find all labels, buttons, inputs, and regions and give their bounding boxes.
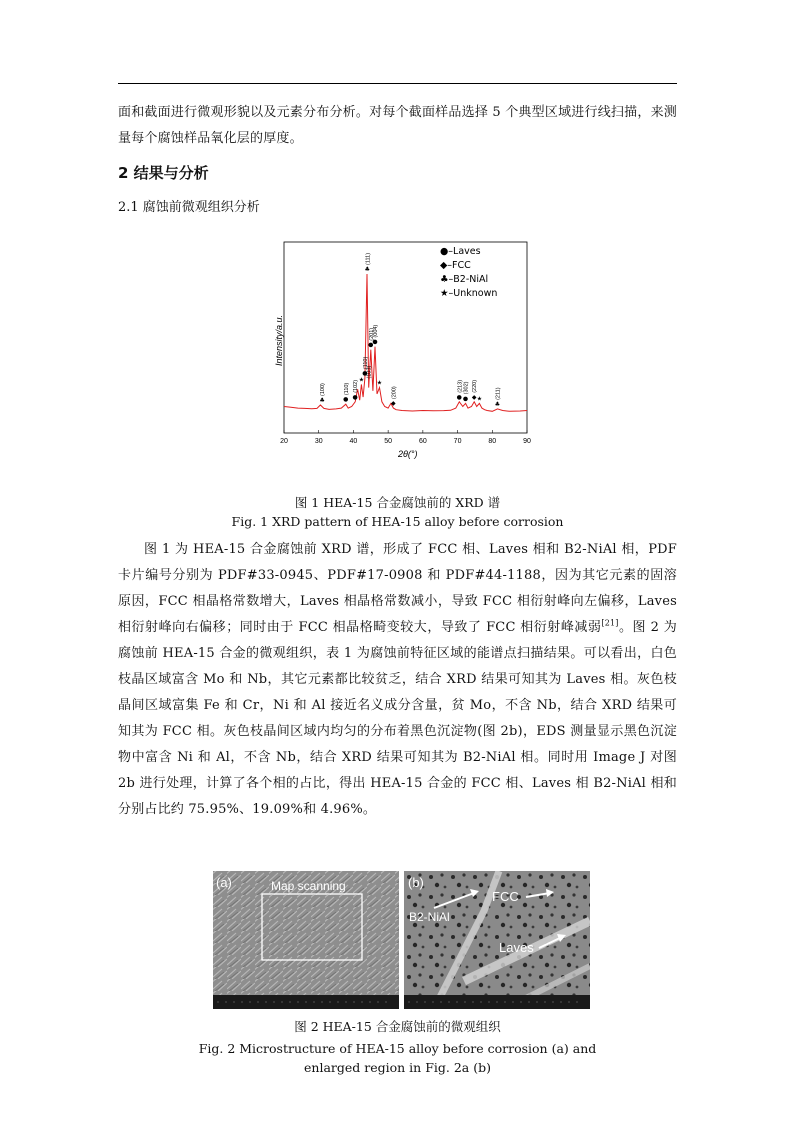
peak-label: (200) [391, 386, 398, 400]
micrograph-b-image [404, 871, 590, 1009]
legend-entry: ★–Unknown [440, 288, 498, 299]
peak-label: (110) [343, 382, 350, 396]
x-tick-label: 40 [349, 438, 358, 445]
peak-marker: ★ [476, 395, 483, 403]
y-axis-label: Intensity/a.u. [274, 314, 284, 366]
header-rule [118, 83, 677, 84]
peak-marker: ● [352, 393, 358, 401]
peak-marker: ● [372, 338, 378, 346]
peak-marker: ★ [376, 379, 383, 387]
peak-label: (201) [368, 327, 375, 341]
peak-label: (111) [365, 252, 372, 265]
peak-label: (110) [362, 356, 369, 370]
fig1-caption-cn: 图 1 HEA-15 合金腐蚀前的 XRD 谱 [294, 495, 501, 510]
x-tick-label: 80 [488, 438, 497, 445]
x-tick-label: 60 [418, 438, 427, 445]
peak-label: (102) [353, 379, 360, 393]
micrograph-b [404, 871, 590, 1009]
peak-label: (220) [472, 379, 479, 393]
peak-marker: ● [462, 395, 469, 403]
xrd-chart-svg [262, 234, 542, 466]
xrd-chart [262, 234, 542, 466]
panel-b-label: (b) [408, 875, 424, 890]
paragraph-2-text-b: 。图 2 为腐蚀前 HEA-15 合金的微观组织，表 1 为腐蚀前特征区域的能谱点扫描结果。可以看出，白色枝晶区域富含 Mo 和 Nb，其它元素都比较贫乏，结合 XRD 结果可知其为 Laves 相。灰色枝晶间区域富集 Fe 和 Cr，Ni 和 Al 接近名义成分含量，贫 Mo，不含 Nb，结合 XRD 结果可知其为 FCC 相。灰色枝晶间区域内均匀的分布着黑色沉淀物(图 2b)，EDS 测量显示黑色沉淀物中富含 Ni 和 Al，不含 Nb，结合 XRD 结果可知其为 B2-NiAl 相。同时用 Image J 对图 2b 进行处理，计算了各个相的占比，得出 HEA-15 合金的 FCC 相、Laves 相 B2-NiAl 相和分别占比约 75.95%、19.09%和 4.96%。 [118, 620, 677, 817]
x-tick-label: 50 [384, 438, 393, 445]
fig2-caption-en-1: Fig. 2 Microstructure of HEA-15 alloy before corrosion (a) and [198, 1041, 597, 1056]
subsection-heading: 2.1 腐蚀前微观组织分析 [118, 200, 260, 215]
peak-marker: ● [456, 393, 462, 401]
peak-marker: ★ [358, 376, 365, 384]
peak-marker: ● [343, 396, 349, 404]
peak-marker: ◆ [471, 393, 477, 401]
paragraph-1: 面和截面进行微观形貌以及元素分布分析。对每个截面样品选择 5 个典型区域进行线扫描，来测量每个腐蚀样品氧化层的厚度。 [118, 105, 677, 146]
peak-label: (100) [320, 383, 327, 396]
plot-frame [284, 242, 527, 433]
map-scanning-label: Map scanning [271, 879, 346, 893]
section-heading: 2 结果与分析 [118, 164, 209, 182]
x-tick-label: 70 [453, 438, 462, 445]
fig2-caption-en-2: enlarged region in Fig. 2a (b) [304, 1060, 491, 1075]
micrograph-a [213, 871, 399, 1009]
peak-label: (302) [463, 381, 470, 395]
panel-a-label: (a) [216, 875, 232, 890]
peak-marker: ◆ [391, 400, 396, 408]
legend-entry: ♣–B2-NiAl [440, 274, 489, 285]
peak-marker: ♣ [364, 266, 371, 273]
paragraph-2-text-a: 图 1 为 HEA-15 合金腐蚀前 XRD 谱，形成了 FCC 相、Laves 相和 B2-NiAl 相，PDF 卡片编号分别为 PDF#33-0945、PDF#17-0908 和 PDF#44-1188，因为其它元素的固溶原因，FCC 相晶格常数增大，Laves 相晶格常数减小，导致 FCC 相衍射峰向左偏移，Laves 相衍射峰向右偏移；同时由于 FCC 相晶格畸变较大，导致了 FCC 相衍射峰减弱 [118, 542, 677, 635]
x-axis-label: 2θ(°) [398, 449, 418, 459]
peak-marker: ● [368, 341, 374, 349]
peak-label: (103) [366, 365, 373, 379]
x-tick-label: 90 [523, 438, 531, 445]
paragraph-2 [118, 537, 677, 823]
peak-marker: ♣ [494, 400, 501, 408]
legend-entry: ●–Laves [440, 246, 481, 257]
fcc-label: FCC [492, 889, 519, 904]
peak-label: (213) [457, 379, 464, 393]
peak-marker: ● [362, 370, 368, 378]
b2-nial-label: B2-NiAl [409, 910, 450, 924]
laves-label: Laves [499, 940, 534, 955]
x-tick-label: 20 [280, 438, 288, 445]
fig1-caption-en: Fig. 1 XRD pattern of HEA-15 alloy before corrosion [231, 514, 564, 529]
legend-entry: ◆–FCC [440, 260, 471, 271]
fig2-caption-cn: 图 2 HEA-15 合金腐蚀前的微观组织 [294, 1019, 501, 1034]
peak-label: (211) [495, 387, 502, 400]
peak-label: (004) [372, 324, 379, 338]
peak-marker: ♣ [319, 396, 325, 404]
micrograph-a-image [213, 871, 399, 1009]
x-tick-label: 30 [314, 438, 323, 445]
citation-ref: [21] [601, 618, 619, 628]
